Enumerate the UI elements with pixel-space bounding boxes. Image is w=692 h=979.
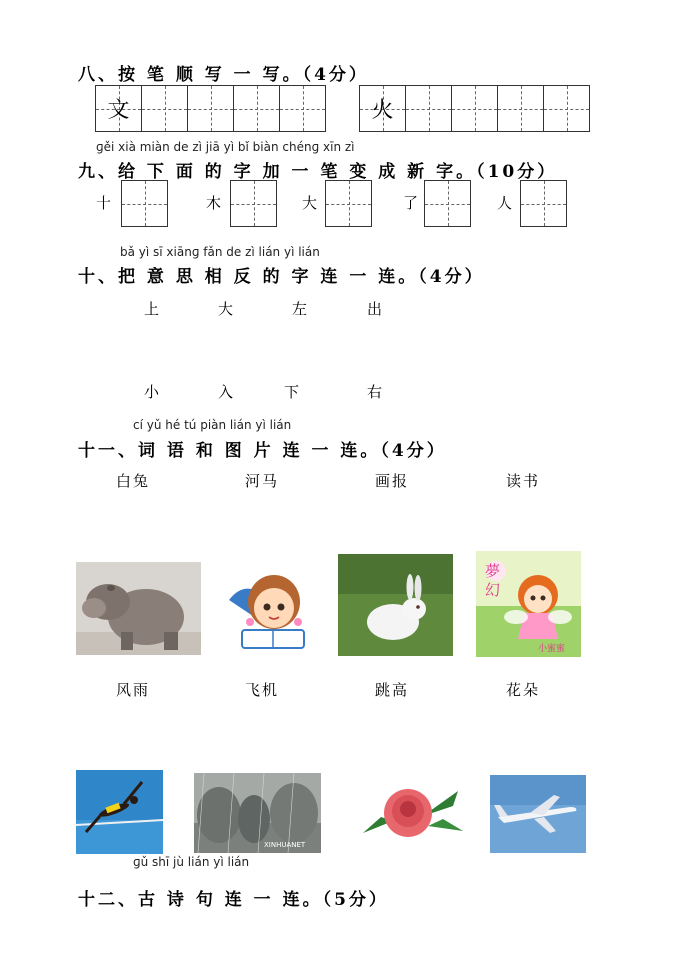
answer-grid[interactable] [520,180,567,227]
grid-cell-example [359,85,406,132]
match-word-top[interactable]: 大 [218,300,236,318]
match-word-row1[interactable]: 读书 [506,472,541,490]
section-11-heading: 十一、词 语 和 图 片 连 一 连。（4分） [78,441,447,461]
grid-example-char: 火 [371,98,394,123]
reading-girl-image[interactable] [224,560,314,658]
white-rabbit-image[interactable] [338,554,453,656]
high-jump-image[interactable] [76,770,163,854]
section-12-heading: 十二、古 诗 句 连 一 连。（5分） [78,890,389,910]
match-word-bottom[interactable]: 下 [284,383,302,401]
match-word-bottom[interactable]: 小 [144,383,162,401]
base-char: 木 [206,194,222,212]
grid-cell[interactable] [497,85,544,132]
match-word-row1[interactable]: 白兔 [116,472,151,490]
base-char: 了 [403,194,419,212]
section-11-pinyin: cí yǔ hé tú piàn lián yì lián [133,418,292,432]
fairy-poster-image[interactable] [476,551,581,657]
grid-cell[interactable] [187,85,234,132]
match-word-bottom[interactable]: 入 [218,383,236,401]
grid-cell[interactable] [279,85,326,132]
match-word-row2[interactable]: 花朵 [506,681,541,699]
section-8-heading: 八、按 笔 顺 写 一 写。（4分） [78,65,369,85]
section-12-pinyin: ɡǔ shī jù lián yì lián [133,855,250,869]
poster-text-1: 夢 [485,562,501,580]
match-word-row1[interactable]: 河马 [245,472,280,490]
section-10-pinyin: bǎ yì sī xiānɡ fǎn de zì lián yì lián [120,245,320,259]
hippo-image[interactable] [76,562,201,655]
answer-grid[interactable] [424,180,471,227]
grid-cell[interactable] [141,85,188,132]
match-word-row2[interactable]: 跳高 [375,681,410,699]
answer-grid[interactable] [230,180,277,227]
poster-text-3: 小蜜蜜 [538,644,566,654]
base-char: 十 [96,194,112,212]
section-9-heading: 九、给 下 面 的 字 加 一 笔 变 成 新 字。（10分） [78,162,558,182]
match-word-row1[interactable]: 画报 [375,472,410,490]
watermark-text: XINHUANET [264,841,306,849]
grid-cell[interactable] [543,85,590,132]
grid-cell[interactable] [405,85,452,132]
grid-cell[interactable] [451,85,498,132]
airplane-image[interactable] [490,775,586,853]
rose-image[interactable] [353,771,473,854]
match-word-top[interactable]: 出 [367,300,385,318]
storm-image[interactable] [194,773,321,853]
base-char: 大 [302,194,318,212]
answer-grid[interactable] [325,180,372,227]
grid-cell[interactable] [233,85,280,132]
match-word-top[interactable]: 上 [144,300,162,318]
base-char: 人 [497,194,513,212]
match-word-top[interactable]: 左 [292,300,310,318]
grid-example-char: 文 [107,98,130,123]
match-word-row2[interactable]: 风雨 [116,681,151,699]
grid-cell-example [95,85,142,132]
section-10-heading: 十、把 意 思 相 反 的 字 连 一 连。（4分） [78,267,485,287]
poster-text-2: 幻 [485,581,501,599]
match-word-bottom[interactable]: 右 [367,383,385,401]
answer-grid[interactable] [121,180,168,227]
section-9-pinyin: ɡěi xià miàn de zì jiā yì bǐ biàn chénɡ xīn zì [96,140,355,154]
match-word-row2[interactable]: 飞机 [245,681,280,699]
